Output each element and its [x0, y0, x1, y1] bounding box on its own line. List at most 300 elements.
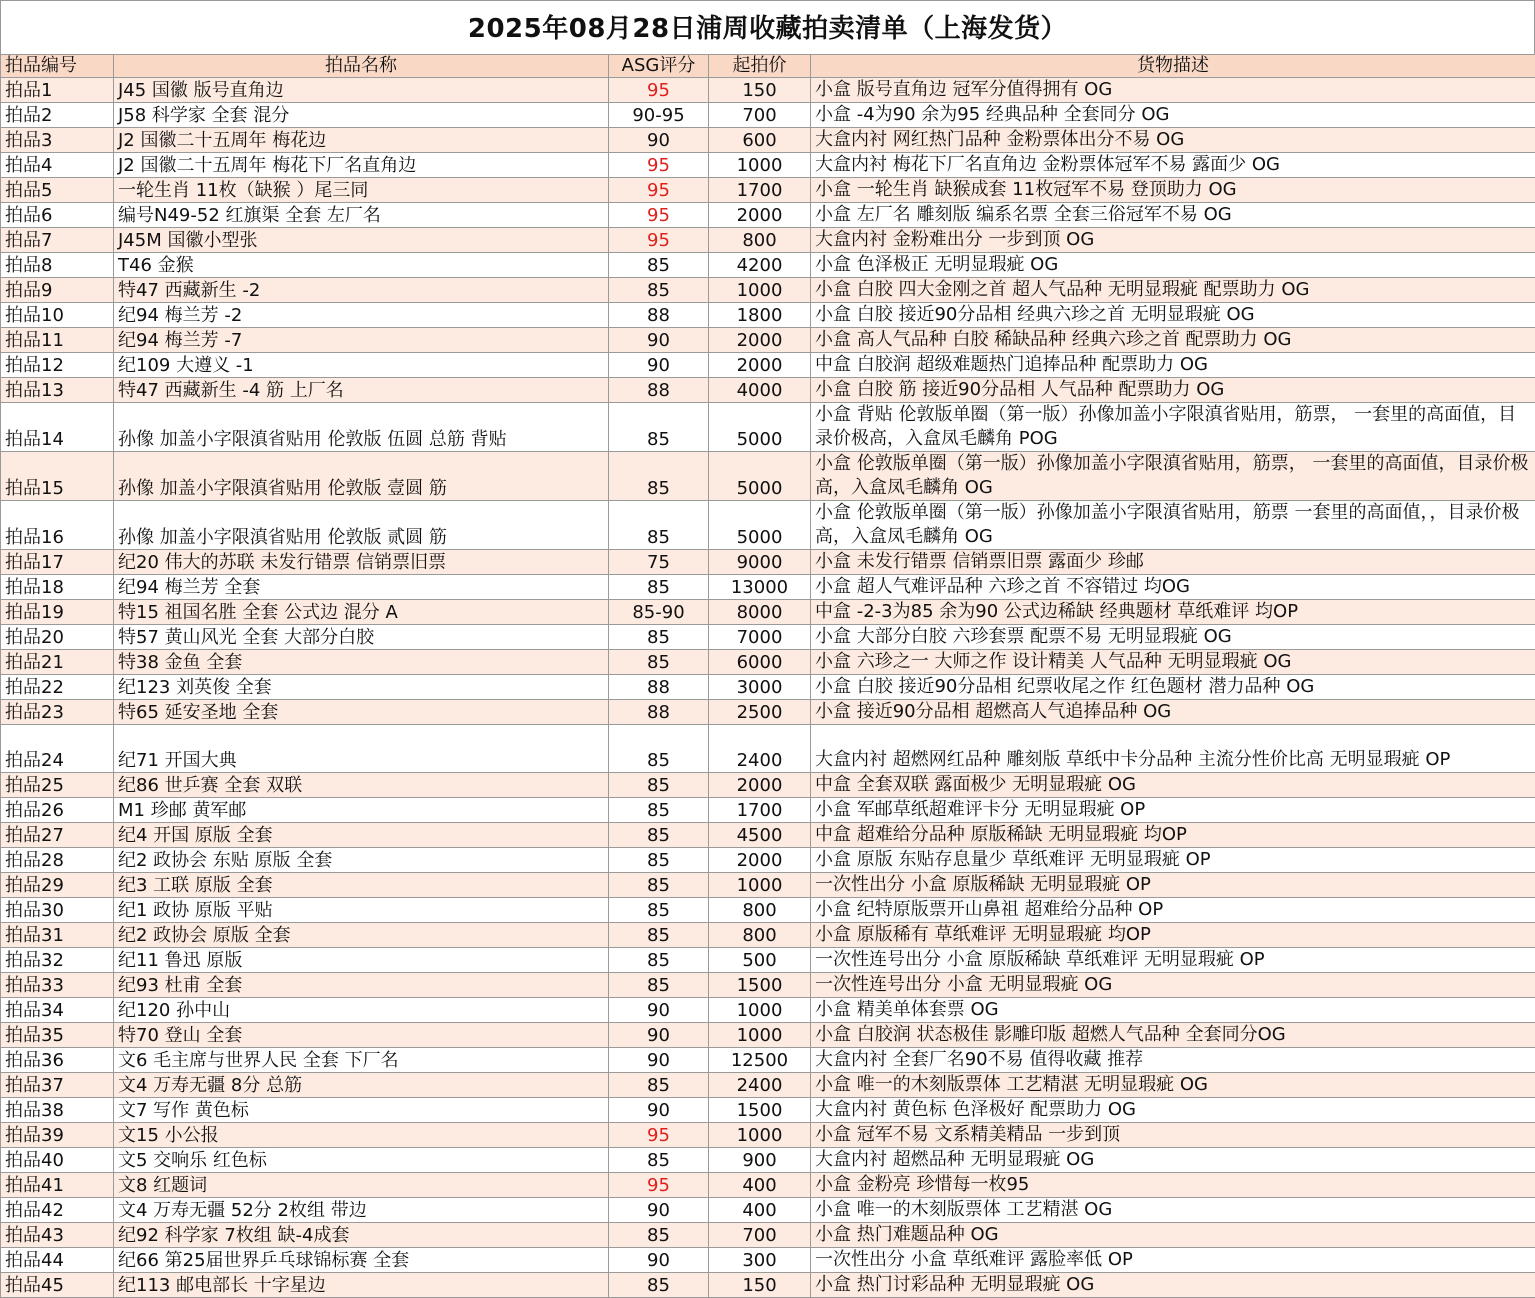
lot-number-text: 拍品30 — [5, 900, 64, 921]
lot-name-cell — [114, 1173, 609, 1198]
description-text: 小盒 白胶 四大金刚之首 超人气品种 无明显瑕疵 配票助力 OG — [815, 279, 1309, 300]
lot-number-text: 拍品39 — [5, 1125, 64, 1146]
table-row — [1, 798, 1535, 823]
description-cell — [811, 153, 1535, 178]
asg-score-text: 90 — [647, 1050, 670, 1071]
lot-number-cell — [1, 998, 114, 1023]
lot-number-cell — [1, 1248, 114, 1273]
lot-number-cell — [1, 78, 114, 103]
lot-number-text: 拍品44 — [5, 1250, 64, 1271]
lot-number-cell — [1, 253, 114, 278]
lot-number-cell — [1, 378, 114, 403]
description-cell — [811, 403, 1535, 452]
lot-number-text: 拍品19 — [5, 602, 64, 623]
lot-number-text: 拍品36 — [5, 1050, 64, 1071]
lot-number-text: 拍品28 — [5, 850, 64, 871]
start-price-text: 5000 — [737, 527, 783, 548]
description-cell — [811, 228, 1535, 253]
description-cell — [811, 501, 1535, 550]
start-price-text: 1000 — [737, 875, 783, 896]
asg-score-text: 85 — [647, 975, 670, 996]
description-text: 小盒 大部分白胶 六珍套票 配票不易 无明显瑕疵 OG — [815, 626, 1232, 647]
lot-name-cell — [114, 923, 609, 948]
lot-number-cell — [1, 675, 114, 700]
start-price-cell — [709, 1123, 811, 1148]
asg-score-cell — [609, 998, 709, 1023]
asg-score-text: 85 — [647, 577, 670, 598]
lot-number-cell — [1, 650, 114, 675]
description-cell — [811, 1273, 1535, 1298]
description-cell — [811, 128, 1535, 153]
start-price-text: 2000 — [737, 330, 783, 351]
description-text: 小盒 色泽极正 无明显瑕疵 OG — [815, 254, 1058, 275]
lot-name-text: 孙像 加盖小字限滇省贴用 伦敦版 贰圆 筋 — [118, 527, 447, 548]
lot-name-text: M1 珍邮 黄军邮 — [118, 800, 246, 821]
start-price-text: 2400 — [737, 1075, 783, 1096]
table-body — [1, 78, 1535, 1298]
lot-name-cell — [114, 1123, 609, 1148]
description-cell — [811, 78, 1535, 103]
asg-score-cell — [609, 378, 709, 403]
asg-score-cell — [609, 228, 709, 253]
lot-name-text: 纪120 孙中山 — [118, 1000, 230, 1021]
description-text: 小盒 版号直角边 冠军分值得拥有 OG — [815, 79, 1112, 100]
start-price-text: 500 — [742, 950, 776, 971]
description-text: 小盒 接近90分品相 超燃高人气追捧品种 OG — [815, 701, 1171, 722]
lot-number-text: 拍品5 — [5, 180, 52, 201]
table-row — [1, 253, 1535, 278]
lot-number-text: 拍品33 — [5, 975, 64, 996]
asg-score-cell — [609, 1223, 709, 1248]
description-cell — [811, 600, 1535, 625]
start-price-text: 1000 — [737, 1125, 783, 1146]
asg-score-text: 75 — [647, 552, 670, 573]
start-price-text: 12500 — [731, 1050, 788, 1071]
lot-name-text: J2 国徽二十五周年 梅花边 — [118, 130, 326, 151]
asg-score-cell — [609, 78, 709, 103]
lot-name-text: 特38 金鱼 全套 — [118, 652, 242, 673]
description-cell — [811, 378, 1535, 403]
description-cell — [811, 278, 1535, 303]
asg-score-text: 90 — [647, 130, 670, 151]
start-price-cell — [709, 328, 811, 353]
asg-score-text: 90 — [647, 330, 670, 351]
lot-name-cell — [114, 378, 609, 403]
start-price-text: 4200 — [737, 255, 783, 276]
asg-score-text: 85 — [647, 627, 670, 648]
table-row — [1, 773, 1535, 798]
description-cell — [811, 973, 1535, 998]
lot-number-text: 拍品35 — [5, 1025, 64, 1046]
asg-score-cell — [609, 725, 709, 773]
lot-number-text: 拍品10 — [5, 305, 64, 326]
lot-number-cell — [1, 1173, 114, 1198]
asg-score-text: 85 — [647, 925, 670, 946]
description-cell — [811, 700, 1535, 725]
lot-number-text: 拍品22 — [5, 677, 64, 698]
start-price-text: 5000 — [737, 429, 783, 450]
description-cell — [811, 1223, 1535, 1248]
lot-number-text: 拍品4 — [5, 155, 52, 176]
lot-number-text: 拍品17 — [5, 552, 64, 573]
table-row — [1, 1173, 1535, 1198]
lot-name-text: 特47 西藏新生 -4 筋 上厂名 — [118, 380, 344, 401]
description-text: 大盒内衬 超燃网红品种 雕刻版 草纸中卡分品种 主流分性价比高 无明显瑕疵 OP — [815, 749, 1450, 770]
lot-name-text: 纪4 开国 原版 全套 — [118, 825, 273, 846]
asg-score-cell — [609, 303, 709, 328]
lot-number-text: 拍品38 — [5, 1100, 64, 1121]
lot-number-text: 拍品43 — [5, 1225, 64, 1246]
start-price-cell — [709, 650, 811, 675]
description-cell — [811, 1123, 1535, 1148]
lot-name-cell — [114, 1198, 609, 1223]
table-row — [1, 1148, 1535, 1173]
start-price-text: 800 — [742, 925, 776, 946]
start-price-text: 1000 — [737, 155, 783, 176]
description-cell — [811, 575, 1535, 600]
asg-score-text: 85 — [647, 1275, 670, 1296]
lot-name-text: 纪113 邮电部长 十字星边 — [118, 1275, 326, 1296]
start-price-cell — [709, 823, 811, 848]
lot-number-cell — [1, 403, 114, 452]
table-row — [1, 725, 1535, 773]
table-row — [1, 1048, 1535, 1073]
description-text: 小盒 纪特原版票开山鼻祖 超难给分品种 OP — [815, 899, 1163, 920]
lot-number-cell — [1, 128, 114, 153]
lot-name-text: J45M 国徽小型张 — [118, 230, 257, 251]
lot-name-text: 文15 小公报 — [118, 1125, 219, 1146]
start-price-cell — [709, 1248, 811, 1273]
description-text: 小盒 军邮草纸超难评卡分 无明显瑕疵 OP — [815, 799, 1145, 820]
asg-score-text: 85 — [647, 900, 670, 921]
lot-name-text: 纪94 梅兰芳 -2 — [118, 305, 242, 326]
lot-name-cell — [114, 575, 609, 600]
lot-name-text: 文5 交响乐 红色标 — [118, 1150, 267, 1171]
description-text: 小盒 金粉亮 珍惜每一枚95 — [815, 1174, 1029, 1195]
table-row — [1, 328, 1535, 353]
lot-number-cell — [1, 873, 114, 898]
description-text: 小盒 六珍之一 大师之作 设计精美 人气品种 无明显瑕疵 OG — [815, 651, 1291, 672]
description-cell — [811, 625, 1535, 650]
lot-name-cell — [114, 600, 609, 625]
lot-name-text: 纪94 梅兰芳 -7 — [118, 330, 242, 351]
lot-name-cell — [114, 1098, 609, 1123]
description-cell — [811, 203, 1535, 228]
lot-name-text: 纪123 刘英俊 全套 — [118, 677, 272, 698]
lot-name-cell — [114, 203, 609, 228]
start-price-text: 5000 — [737, 478, 783, 499]
header-asg-score: ASG评分 — [609, 55, 709, 78]
asg-score-text: 85 — [647, 527, 670, 548]
lot-number-cell — [1, 1073, 114, 1098]
start-price-cell — [709, 998, 811, 1023]
lot-name-cell — [114, 798, 609, 823]
start-price-cell — [709, 600, 811, 625]
start-price-cell — [709, 353, 811, 378]
lot-name-cell — [114, 1048, 609, 1073]
start-price-cell — [709, 203, 811, 228]
start-price-cell — [709, 575, 811, 600]
description-text: 大盒内衬 全套厂名90不易 值得收藏 推荐 — [815, 1049, 1143, 1070]
description-cell — [811, 303, 1535, 328]
asg-score-text: 88 — [647, 702, 670, 723]
asg-score-cell — [609, 823, 709, 848]
asg-score-text: 85 — [647, 1150, 670, 1171]
start-price-text: 1800 — [737, 305, 783, 326]
start-price-cell — [709, 773, 811, 798]
lot-number-text: 拍品40 — [5, 1150, 64, 1171]
lot-name-text: 纪3 工联 原版 全套 — [118, 875, 273, 896]
lot-number-cell — [1, 1123, 114, 1148]
table-row — [1, 1223, 1535, 1248]
lot-number-cell — [1, 303, 114, 328]
lot-number-text: 拍品1 — [5, 80, 52, 101]
description-text: 小盒 白胶 接近90分品相 纪票收尾之作 红色题材 潜力品种 OG — [815, 676, 1314, 697]
lot-name-cell — [114, 228, 609, 253]
lot-number-text: 拍品27 — [5, 825, 64, 846]
table-row — [1, 403, 1535, 452]
description-text: 中盒 全套双联 露面极少 无明显瑕疵 OG — [815, 774, 1136, 795]
lot-number-cell — [1, 178, 114, 203]
table-row — [1, 848, 1535, 873]
lot-name-cell — [114, 948, 609, 973]
lot-number-cell — [1, 1023, 114, 1048]
start-price-cell — [709, 178, 811, 203]
lot-number-cell — [1, 848, 114, 873]
description-text: 小盒 伦敦版单圈（第一版）孙像加盖小字限滇省贴用，筋票 一套里的高面值，，目录价极高，入盒凤毛麟角 OG — [815, 502, 1519, 547]
asg-score-text: 90-95 — [632, 105, 684, 126]
asg-score-cell — [609, 973, 709, 998]
description-text: 大盒内衬 黄色标 色泽极好 配票助力 OG — [815, 1099, 1136, 1120]
table-row — [1, 78, 1535, 103]
asg-score-text: 90 — [647, 1250, 670, 1271]
start-price-cell — [709, 923, 811, 948]
lot-name-cell — [114, 625, 609, 650]
start-price-cell — [709, 278, 811, 303]
description-text: 小盒 白胶 接近90分品相 经典六珍之首 无明显瑕疵 OG — [815, 304, 1255, 325]
description-cell — [811, 328, 1535, 353]
table-row — [1, 1248, 1535, 1273]
description-cell — [811, 1148, 1535, 1173]
table-row — [1, 973, 1535, 998]
lot-number-text: 拍品24 — [5, 750, 64, 771]
table-row — [1, 625, 1535, 650]
description-text: 小盒 精美单体套票 OG — [815, 999, 999, 1020]
lot-name-cell — [114, 501, 609, 550]
asg-score-text: 85 — [647, 800, 670, 821]
start-price-text: 600 — [742, 130, 776, 151]
asg-score-cell — [609, 278, 709, 303]
asg-score-cell — [609, 353, 709, 378]
description-cell — [811, 103, 1535, 128]
table-row — [1, 501, 1535, 550]
asg-score-text: 85 — [647, 429, 670, 450]
lot-number-cell — [1, 575, 114, 600]
start-price-cell — [709, 153, 811, 178]
lot-name-text: 特15 祖国名胜 全套 公式边 混分 A — [118, 602, 398, 623]
description-cell — [811, 452, 1535, 501]
asg-score-cell — [609, 1248, 709, 1273]
table-row — [1, 353, 1535, 378]
table-row — [1, 600, 1535, 625]
asg-score-text: 85 — [647, 280, 670, 301]
asg-score-text: 85 — [647, 950, 670, 971]
asg-score-text: 95 — [647, 1175, 670, 1196]
asg-score-text: 95 — [647, 205, 670, 226]
asg-score-cell — [609, 178, 709, 203]
asg-score-text: 90 — [647, 1025, 670, 1046]
lot-number-cell — [1, 1048, 114, 1073]
description-text: 小盒 原版稀有 草纸难评 无明显瑕疵 均OP — [815, 924, 1151, 945]
lot-name-text: 特65 延安圣地 全套 — [118, 702, 278, 723]
asg-score-text: 85 — [647, 875, 670, 896]
lot-number-text: 拍品3 — [5, 130, 52, 151]
lot-name-text: 纪86 世乒赛 全套 双联 — [118, 775, 302, 796]
lot-number-text: 拍品13 — [5, 380, 64, 401]
lot-number-text: 拍品26 — [5, 800, 64, 821]
asg-score-text: 90 — [647, 355, 670, 376]
lot-number-text: 拍品21 — [5, 652, 64, 673]
asg-score-text: 85-90 — [632, 602, 684, 623]
start-price-cell — [709, 303, 811, 328]
start-price-text: 400 — [742, 1175, 776, 1196]
lot-name-cell — [114, 550, 609, 575]
description-text: 小盒 原版 东贴存息量少 草纸难评 无明显瑕疵 OP — [815, 849, 1211, 870]
table-row — [1, 378, 1535, 403]
asg-score-cell — [609, 1048, 709, 1073]
start-price-text: 1500 — [737, 1100, 783, 1121]
lot-number-text: 拍品11 — [5, 330, 64, 351]
lot-name-cell — [114, 675, 609, 700]
lot-number-cell — [1, 973, 114, 998]
asg-score-text: 95 — [647, 1125, 670, 1146]
lot-name-text: 一轮生肖 11枚（缺猴 ）尾三同 — [118, 180, 368, 201]
asg-score-text: 85 — [647, 478, 670, 499]
lot-number-text: 拍品9 — [5, 280, 52, 301]
start-price-cell — [709, 1073, 811, 1098]
description-cell — [811, 253, 1535, 278]
lot-name-cell — [114, 1073, 609, 1098]
lot-name-text: 文8 红题词 — [118, 1175, 207, 1196]
description-cell — [811, 650, 1535, 675]
lot-name-text: 纪20 伟大的苏联 未发行错票 信销票旧票 — [118, 552, 446, 573]
lot-name-text: 纪94 梅兰芳 全套 — [118, 577, 260, 598]
asg-score-cell — [609, 773, 709, 798]
start-price-text: 1500 — [737, 975, 783, 996]
description-text: 小盒 热门讨彩品种 无明显瑕疵 OG — [815, 1274, 1094, 1295]
description-text: 小盒 白胶润 状态极佳 影雕印版 超燃人气品种 全套同分OG — [815, 1024, 1286, 1045]
lot-name-cell — [114, 328, 609, 353]
table-row — [1, 700, 1535, 725]
header-lot-number: 拍品编号 — [1, 55, 114, 78]
start-price-cell — [709, 725, 811, 773]
start-price-text: 2500 — [737, 702, 783, 723]
lot-number-cell — [1, 798, 114, 823]
asg-score-cell — [609, 1173, 709, 1198]
description-text: 一次性出分 小盒 草纸难评 露脸率低 OP — [815, 1249, 1133, 1270]
start-price-text: 1000 — [737, 1000, 783, 1021]
start-price-cell — [709, 501, 811, 550]
description-text: 小盒 一轮生肖 缺猴成套 11枚冠军不易 登顶助力 OG — [815, 179, 1237, 200]
start-price-text: 2000 — [737, 850, 783, 871]
start-price-text: 3000 — [737, 677, 783, 698]
asg-score-cell — [609, 403, 709, 452]
description-cell — [811, 898, 1535, 923]
lot-name-text: 纪1 政协 原版 平贴 — [118, 900, 273, 921]
start-price-text: 150 — [742, 80, 776, 101]
lot-name-cell — [114, 278, 609, 303]
asg-score-text: 95 — [647, 180, 670, 201]
lot-name-cell — [114, 873, 609, 898]
asg-score-text: 85 — [647, 1075, 670, 1096]
asg-score-cell — [609, 848, 709, 873]
lot-number-text: 拍品41 — [5, 1175, 64, 1196]
start-price-cell — [709, 403, 811, 452]
start-price-text: 4000 — [737, 380, 783, 401]
asg-score-text: 85 — [647, 775, 670, 796]
header-lot-name: 拍品名称 — [114, 55, 609, 78]
lot-name-cell — [114, 153, 609, 178]
asg-score-cell — [609, 675, 709, 700]
start-price-cell — [709, 898, 811, 923]
lot-name-text: J58 科学家 全套 混分 — [118, 105, 289, 126]
lot-name-cell — [114, 700, 609, 725]
table-row — [1, 1098, 1535, 1123]
table-row — [1, 278, 1535, 303]
description-text: 小盒 唯一的木刻版票体 工艺精湛 无明显瑕疵 OG — [815, 1074, 1208, 1095]
start-price-cell — [709, 253, 811, 278]
page-title: 2025年08月28日浦周收藏拍卖清单（上海发货） — [0, 0, 1535, 54]
asg-score-text: 85 — [647, 1225, 670, 1246]
asg-score-cell — [609, 600, 709, 625]
description-text: 小盒 白胶 筋 接近90分品相 人气品种 配票助力 OG — [815, 379, 1224, 400]
description-cell — [811, 873, 1535, 898]
lot-name-text: J2 国徽二十五周年 梅花下厂名直角边 — [118, 155, 416, 176]
description-cell — [811, 1023, 1535, 1048]
asg-score-cell — [609, 700, 709, 725]
lot-number-cell — [1, 600, 114, 625]
table-row — [1, 550, 1535, 575]
table-row — [1, 575, 1535, 600]
description-cell — [811, 798, 1535, 823]
lot-name-cell — [114, 103, 609, 128]
asg-score-cell — [609, 328, 709, 353]
lot-number-cell — [1, 625, 114, 650]
lot-number-cell — [1, 923, 114, 948]
lot-name-cell — [114, 1273, 609, 1298]
description-cell — [811, 823, 1535, 848]
lot-name-text: J45 国徽 版号直角边 — [118, 80, 284, 101]
asg-score-cell — [609, 253, 709, 278]
asg-score-cell — [609, 128, 709, 153]
lot-name-cell — [114, 998, 609, 1023]
description-text: 中盒 -2-3为85 余为90 公式边稀缺 经典题材 草纸难评 均OP — [815, 601, 1298, 622]
description-text: 一次性连号出分 小盒 原版稀缺 草纸难评 无明显瑕疵 OP — [815, 949, 1265, 970]
lot-number-cell — [1, 103, 114, 128]
lot-name-cell — [114, 1023, 609, 1048]
table-row — [1, 923, 1535, 948]
lot-name-text: 纪66 第25届世界乒乓球锦标赛 全套 — [118, 1250, 409, 1271]
asg-score-text: 90 — [647, 1200, 670, 1221]
start-price-cell — [709, 1273, 811, 1298]
lot-number-cell — [1, 550, 114, 575]
lot-number-text: 拍品34 — [5, 1000, 64, 1021]
start-price-text: 9000 — [737, 552, 783, 573]
lot-name-text: 纪2 政协会 东贴 原版 全套 — [118, 850, 332, 871]
description-cell — [811, 1073, 1535, 1098]
lot-name-text: 特47 西藏新生 -2 — [118, 280, 260, 301]
start-price-text: 300 — [742, 1250, 776, 1271]
